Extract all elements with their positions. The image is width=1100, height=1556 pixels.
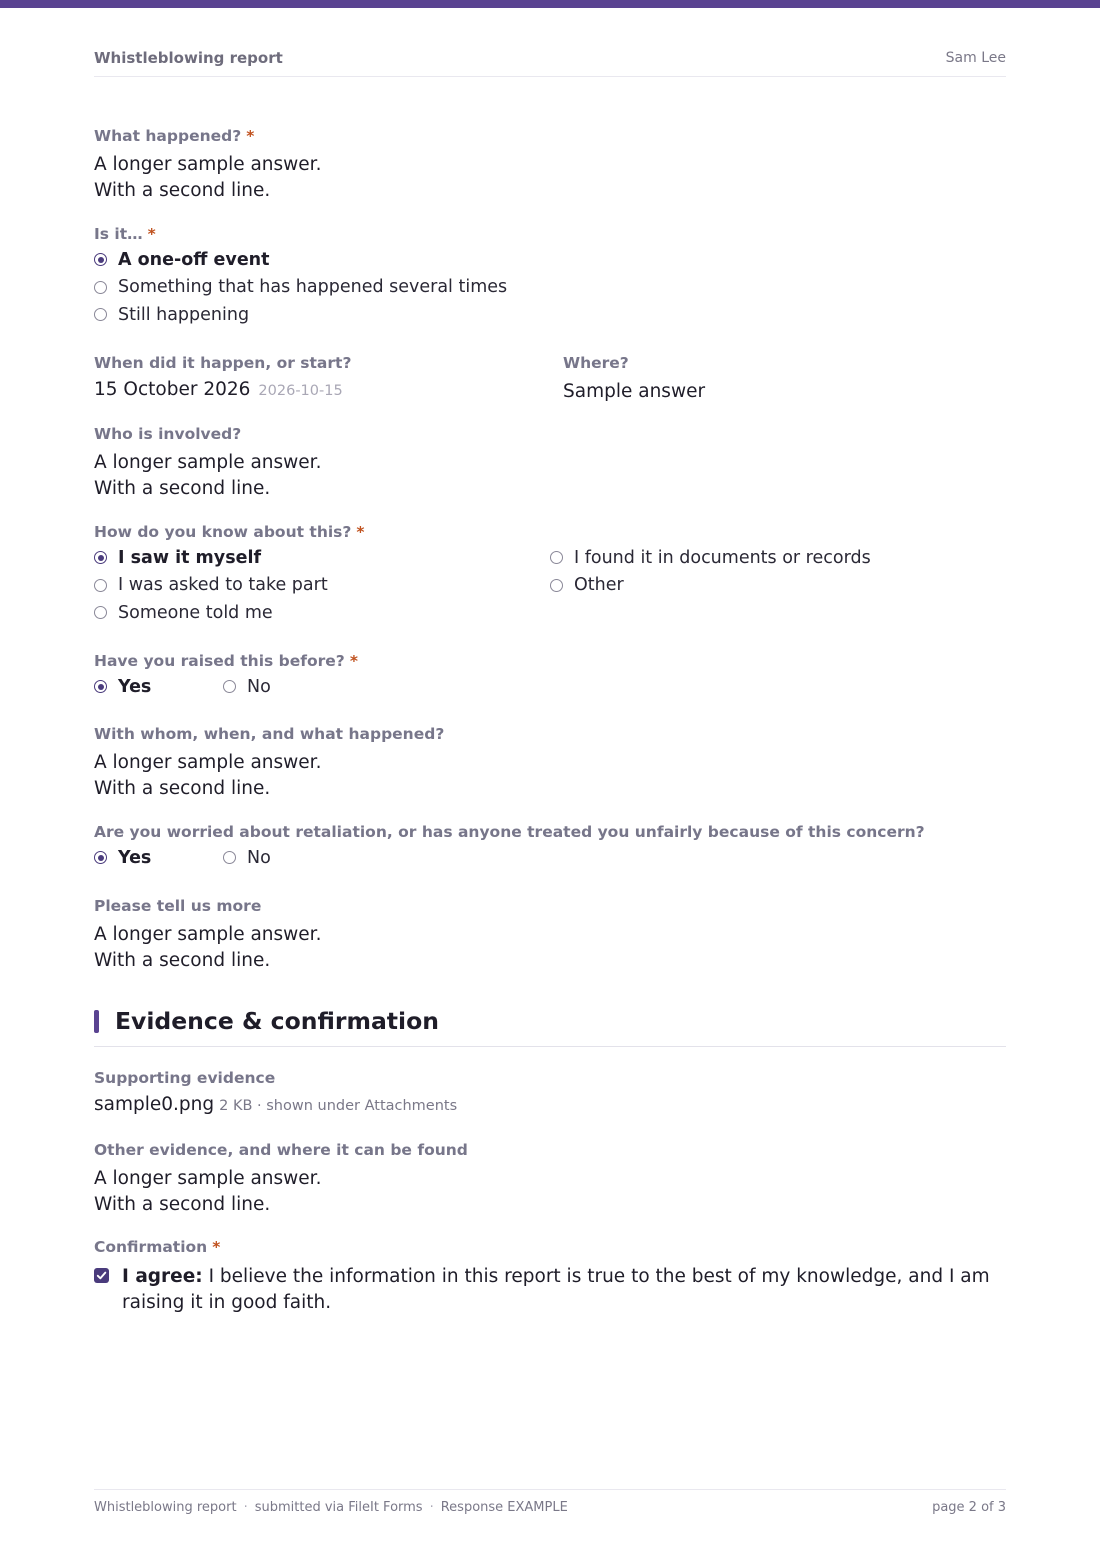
option-label: No [247, 847, 271, 868]
field-where [563, 353, 705, 405]
field-who [94, 424, 321, 502]
radio-empty-icon [550, 551, 563, 564]
accent-top-bar [0, 0, 1100, 8]
form-title: Whistleblowing report [94, 49, 283, 67]
label-text: How do you know about this? [94, 523, 352, 541]
radio-group [94, 246, 507, 329]
field-confirmation [94, 1237, 220, 1257]
field-raised-before [94, 651, 358, 701]
radio-option[interactable] [94, 599, 328, 627]
option-label: Still happening [118, 304, 250, 325]
field-with-whom [94, 724, 444, 802]
option-label: Other [574, 575, 624, 596]
required-marker: * [147, 225, 156, 243]
field-label: Supporting evidence [94, 1069, 276, 1087]
required-marker: * [212, 1238, 221, 1256]
field-other-evidence [94, 1140, 468, 1218]
field-label [94, 651, 358, 671]
page-header [94, 49, 1006, 77]
field-label [94, 126, 321, 146]
field-label: With whom, when, and what happened? [94, 725, 445, 743]
radio-empty-icon [223, 680, 236, 693]
field-label: Where? [563, 354, 629, 372]
answer-text: A longer sample answer. With a second line. [94, 924, 322, 971]
page-footer [94, 1489, 1006, 1520]
field-label: When did it happen, or start? [94, 354, 352, 372]
radio-empty-icon [94, 281, 107, 294]
field-label [94, 1237, 220, 1257]
footer-form-name: Whistleblowing report [94, 1500, 237, 1515]
checkbox-checked-icon[interactable] [94, 1268, 109, 1283]
checkmark-icon [96, 1270, 107, 1281]
radio-option[interactable] [94, 544, 328, 572]
answer-text: A longer sample answer. With a second line. [94, 452, 322, 499]
option-label: Something that has happened several times [118, 277, 508, 298]
radio-option[interactable] [550, 572, 871, 600]
page-number: page 2 of 3 [932, 1500, 1006, 1515]
iso-date: 2026-10-15 [258, 383, 343, 399]
radio-empty-icon [550, 579, 563, 592]
radio-empty-icon [94, 579, 107, 592]
required-marker: * [356, 523, 365, 541]
file-meta: 2 KB · shown under Attachments [219, 1098, 458, 1114]
required-marker: * [349, 652, 358, 670]
agree-statement: I believe the information in this report is true to the best of my knowledge, and I am raising it in good faith. [122, 1266, 990, 1313]
section-title: Evidence & confirmation [115, 1007, 439, 1035]
field-label [94, 522, 1006, 542]
field-supporting-evidence [94, 1068, 457, 1115]
radio-selected-icon [94, 253, 107, 266]
attached-file [94, 1094, 457, 1115]
radio-selected-icon [94, 551, 107, 564]
option-label: I saw it myself [118, 547, 262, 568]
agree-label: I agree: [122, 1266, 203, 1287]
radio-option-no[interactable] [223, 844, 352, 872]
confirmation-text [122, 1264, 1006, 1316]
confirmation-checkbox-row[interactable] [94, 1264, 1006, 1316]
field-what-happened [94, 126, 321, 204]
radio-column-right [550, 544, 871, 599]
label-text: Have you raised this before? [94, 652, 345, 670]
required-marker: * [246, 127, 255, 145]
radio-selected-icon [94, 680, 107, 693]
option-label: A one-off event [118, 249, 270, 270]
footer-info [94, 1500, 568, 1515]
label-text: Confirmation [94, 1238, 208, 1256]
radio-option-no[interactable] [223, 673, 352, 701]
field-retaliation [94, 822, 925, 872]
option-label: I was asked to take part [118, 575, 328, 596]
file-name[interactable]: sample0.png [94, 1094, 215, 1115]
section-heading [94, 1008, 1006, 1047]
footer-separator: · [243, 1500, 248, 1515]
field-label [94, 224, 507, 244]
field-label: Who is involved? [94, 425, 242, 443]
footer-submitted: submitted via FileIt Forms [254, 1500, 423, 1515]
footer-response: Response EXAMPLE [440, 1500, 568, 1515]
radio-option-yes[interactable] [94, 844, 223, 872]
answer-text: Sample answer [563, 381, 706, 402]
radio-empty-icon [94, 308, 107, 321]
radio-option[interactable] [94, 246, 507, 274]
field-label: Are you worried about retaliation, or has anyone treated you unfairly because of this concern? [94, 823, 925, 841]
footer-separator: · [429, 1500, 434, 1515]
option-label: Someone told me [118, 602, 273, 623]
radio-column-left [94, 544, 328, 627]
radio-empty-icon [94, 606, 107, 619]
field-tell-more [94, 896, 321, 974]
radio-group [94, 844, 925, 872]
radio-option[interactable] [550, 544, 871, 572]
answer-text: A longer sample answer. With a second line. [94, 752, 322, 799]
field-how-know [94, 522, 1006, 632]
option-label: No [247, 676, 271, 697]
radio-option[interactable] [94, 301, 507, 329]
date-answer [94, 379, 351, 400]
field-is-it [94, 224, 507, 329]
option-label: I found it in documents or records [574, 547, 871, 568]
section-accent-bar [94, 1010, 99, 1033]
field-label: Please tell us more [94, 897, 262, 915]
field-when [94, 353, 351, 400]
label-text: Is it… [94, 225, 143, 243]
respondent-name: Sam Lee [945, 50, 1006, 66]
option-label: Yes [118, 847, 152, 868]
radio-option[interactable] [94, 572, 328, 600]
option-label: Yes [118, 676, 152, 697]
field-label: Other evidence, and where it can be found [94, 1141, 468, 1159]
radio-selected-icon [94, 851, 107, 864]
label-text: What happened? [94, 127, 242, 145]
radio-option-yes[interactable] [94, 673, 223, 701]
radio-option[interactable] [94, 274, 507, 302]
date-value: 15 October 2026 [94, 379, 251, 400]
radio-empty-icon [223, 851, 236, 864]
answer-text: A longer sample answer. With a second line. [94, 154, 322, 201]
answer-text: A longer sample answer. With a second line. [94, 1168, 322, 1215]
radio-group [94, 673, 358, 701]
